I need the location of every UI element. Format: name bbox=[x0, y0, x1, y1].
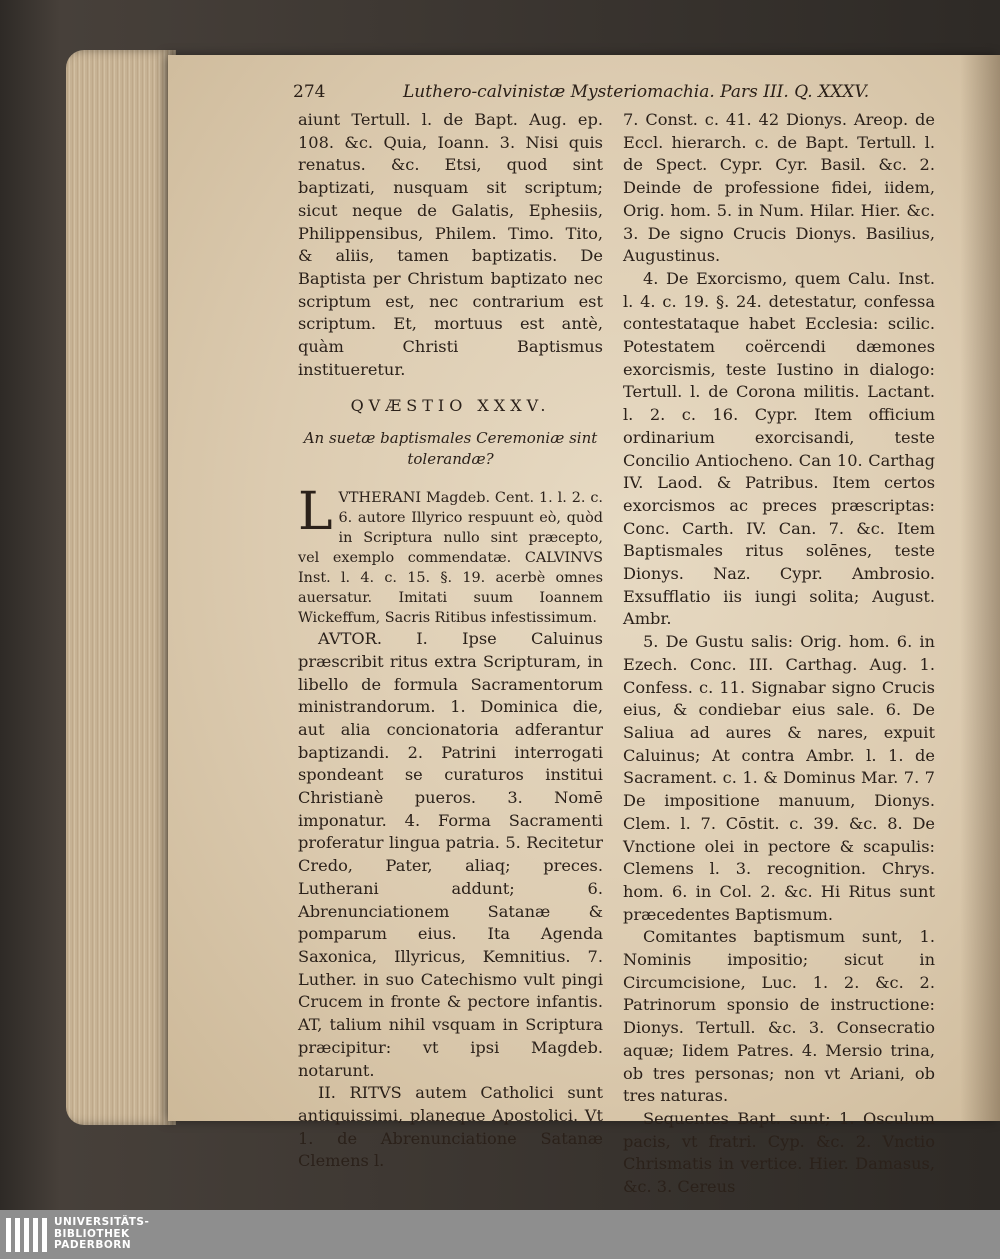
comitantes-paragraph: Comitantes baptismum sunt, 1. Nominis impositio; sicut in Circumcisione, Luc. 1. 2. &c. 2. Patrinorum sponsio de instructione: Dionys. Tertull. &c. 3. Consecratio aquæ; Iidem Patres. 4. Mersio trina, ob tres personas; non vt Ariani, ob tres naturas. bbox=[623, 927, 935, 1106]
running-head-title: Luthero-calvinistæ Mysteriomachia. Pars III. Q. XXXV. bbox=[403, 82, 870, 102]
running-head bbox=[293, 82, 953, 106]
page-number: 274 bbox=[293, 82, 326, 102]
right-column bbox=[623, 109, 935, 1199]
question-subtitle: An suetæ baptismales Ceremoniæ sint tolerandæ? bbox=[303, 429, 598, 469]
intro-text: VTHERANI Magdeb. Cent. 1. l. 2. c. 6. autore Illyrico respuunt eò, quòd in Scriptura nullo sint præcepto, vel exemplo commendatæ. CALVINVS Inst. l. 4. c. 15. §. 19. acerbè omnes auersatur. Imitati suum Ioannem Wickeffum, Sacris Ritibus infestissimum. bbox=[298, 490, 603, 627]
salt-paragraph: 5. De Gustu salis: Orig. hom. 6. in Ezech. Conc. III. Carthag. Aug. 1. Confess. c. 11. Signabar signo Crucis eius, & condiebar eius sale. 6. De Saliua ad aures & nares, expuit Caluinus; At contra Ambr. l. 1. de Sacrament. c. 1. & Dominus Mar. 7. 7 De impositione manuum, Dionys. Clem. l. 7. Cōstit. c. 39. &c. 8. De Vnctione olei in pectore & scapulis: Clemens l. 3. recognition. Chrys. hom. 6. in Col. 2. &c. Hi Ritus sunt præcedentes Baptismum. bbox=[623, 632, 935, 924]
library-footer-bar bbox=[0, 1210, 1000, 1259]
right-para-1: 7. Const. c. 41. 42 Dionys. Areop. de Eccl. hierarch. c. de Bapt. Tertull. l. de Spect. Cypr. Cyr. Basil. &c. 2. Deinde de professione fidei, iidem, Orig. hom. 5. in Num. Hilar. Hier. &c. 3. De signo Crucis Dionys. Basilius, Augustinus. bbox=[623, 110, 935, 266]
library-name-line-3: PADERBORN bbox=[54, 1239, 132, 1251]
left-column bbox=[298, 109, 603, 1173]
intro-paragraph bbox=[298, 482, 603, 628]
book-page bbox=[168, 55, 1000, 1197]
library-barcode-logo-icon bbox=[6, 1218, 50, 1252]
page-gutter-shadow bbox=[960, 55, 1000, 1121]
library-name-line-1: UNIVERSITÄTS- bbox=[54, 1216, 150, 1228]
exorcism-paragraph: 4. De Exorcismo, quem Calu. Inst. l. 4. c. 19. §. 24. detestatur, confessa contestataque habet Ecclesia: scilic. Potestatem coërcendi dæmones exorcismis, teste Iustino in dialogo: Tertull. l. de Corona militis. Lactant. l. 2. c. 16. Cypr. Item officium ordinarium exorcisandi, teste Concilio Antiocheno. Can 10. Carthag IV. Laod. & Patribus. Item certos exorcismos ac preces præscriptas: Conc. Carth. IV. Can. 7. &c. Item Baptismales ritus solēnes, teste Dionys. Naz. Cypr. Ambrosio. Exsufflatio iis iungi solita; August. Ambr. bbox=[623, 268, 935, 629]
library-name-line-2: BIBLIOTHEK bbox=[54, 1227, 130, 1240]
autor-paragraph: AVTOR. I. Ipse Caluinus præscribit ritus extra Scripturam, in libello de formula Sacramentorum ministrandorum. 1. Dominica die, aut alia concionatoria adferantur baptizandi. 2. Patrini interrogati spondeant se curaturos institui Christianè pueros. 3. Nomē imponatur. 4. Forma Sacramenti proferatur lingua patria. 5. Recitetur Credo, Pater, aliaq; preces. Lutherani addunt; 6. Abrenunciationem Satanæ & pomparum eius. Ita Agenda Saxonica, Illyricus, Kemnitius. 7. Luther. in suo Catechismo vult pingi Crucem in fronte & pectore infantis. AT, talium nihil vsquam in Scriptura præcipitur: vt ipsi Magdeb. notarunt. bbox=[298, 629, 603, 1080]
ritus-paragraph: II. RITVS autem Catholici sunt antiquissimi, planeque Apostolici. Vt 1. de Abrenunciatione Satanæ Clemens l. bbox=[298, 1083, 603, 1171]
library-name bbox=[54, 1217, 149, 1252]
sequentes-paragraph: Sequentes Bapt. sunt; 1. Osculum pacis, vt fratri. Cyp. &c. 2. Vnctio Chrismatis in vertice. Hier. Damasus, &c. 3. Cereus bbox=[623, 1108, 935, 1197]
dropcap-letter: L bbox=[298, 482, 333, 543]
left-para-1: aiunt Tertull. l. de Bapt. Aug. ep. 108. &c. Quia, Ioann. 3. Nisi quis renatus. &c. Etsi, quod sint baptizati, nusquam sit scriptum; sicut neque de Galatis, Ephesiis, Philippensibus, Philem. Timo. Tito, & aliis, tamen baptizatis. De Baptista per Christum baptizato nec scriptum est, nec contrarium est scriptum. Et, mortuus est antè, quàm Christi Baptismus institueretur. bbox=[298, 110, 603, 379]
book-page-edges bbox=[66, 50, 176, 1125]
question-heading: QVÆSTIO XXXV. bbox=[350, 396, 551, 416]
